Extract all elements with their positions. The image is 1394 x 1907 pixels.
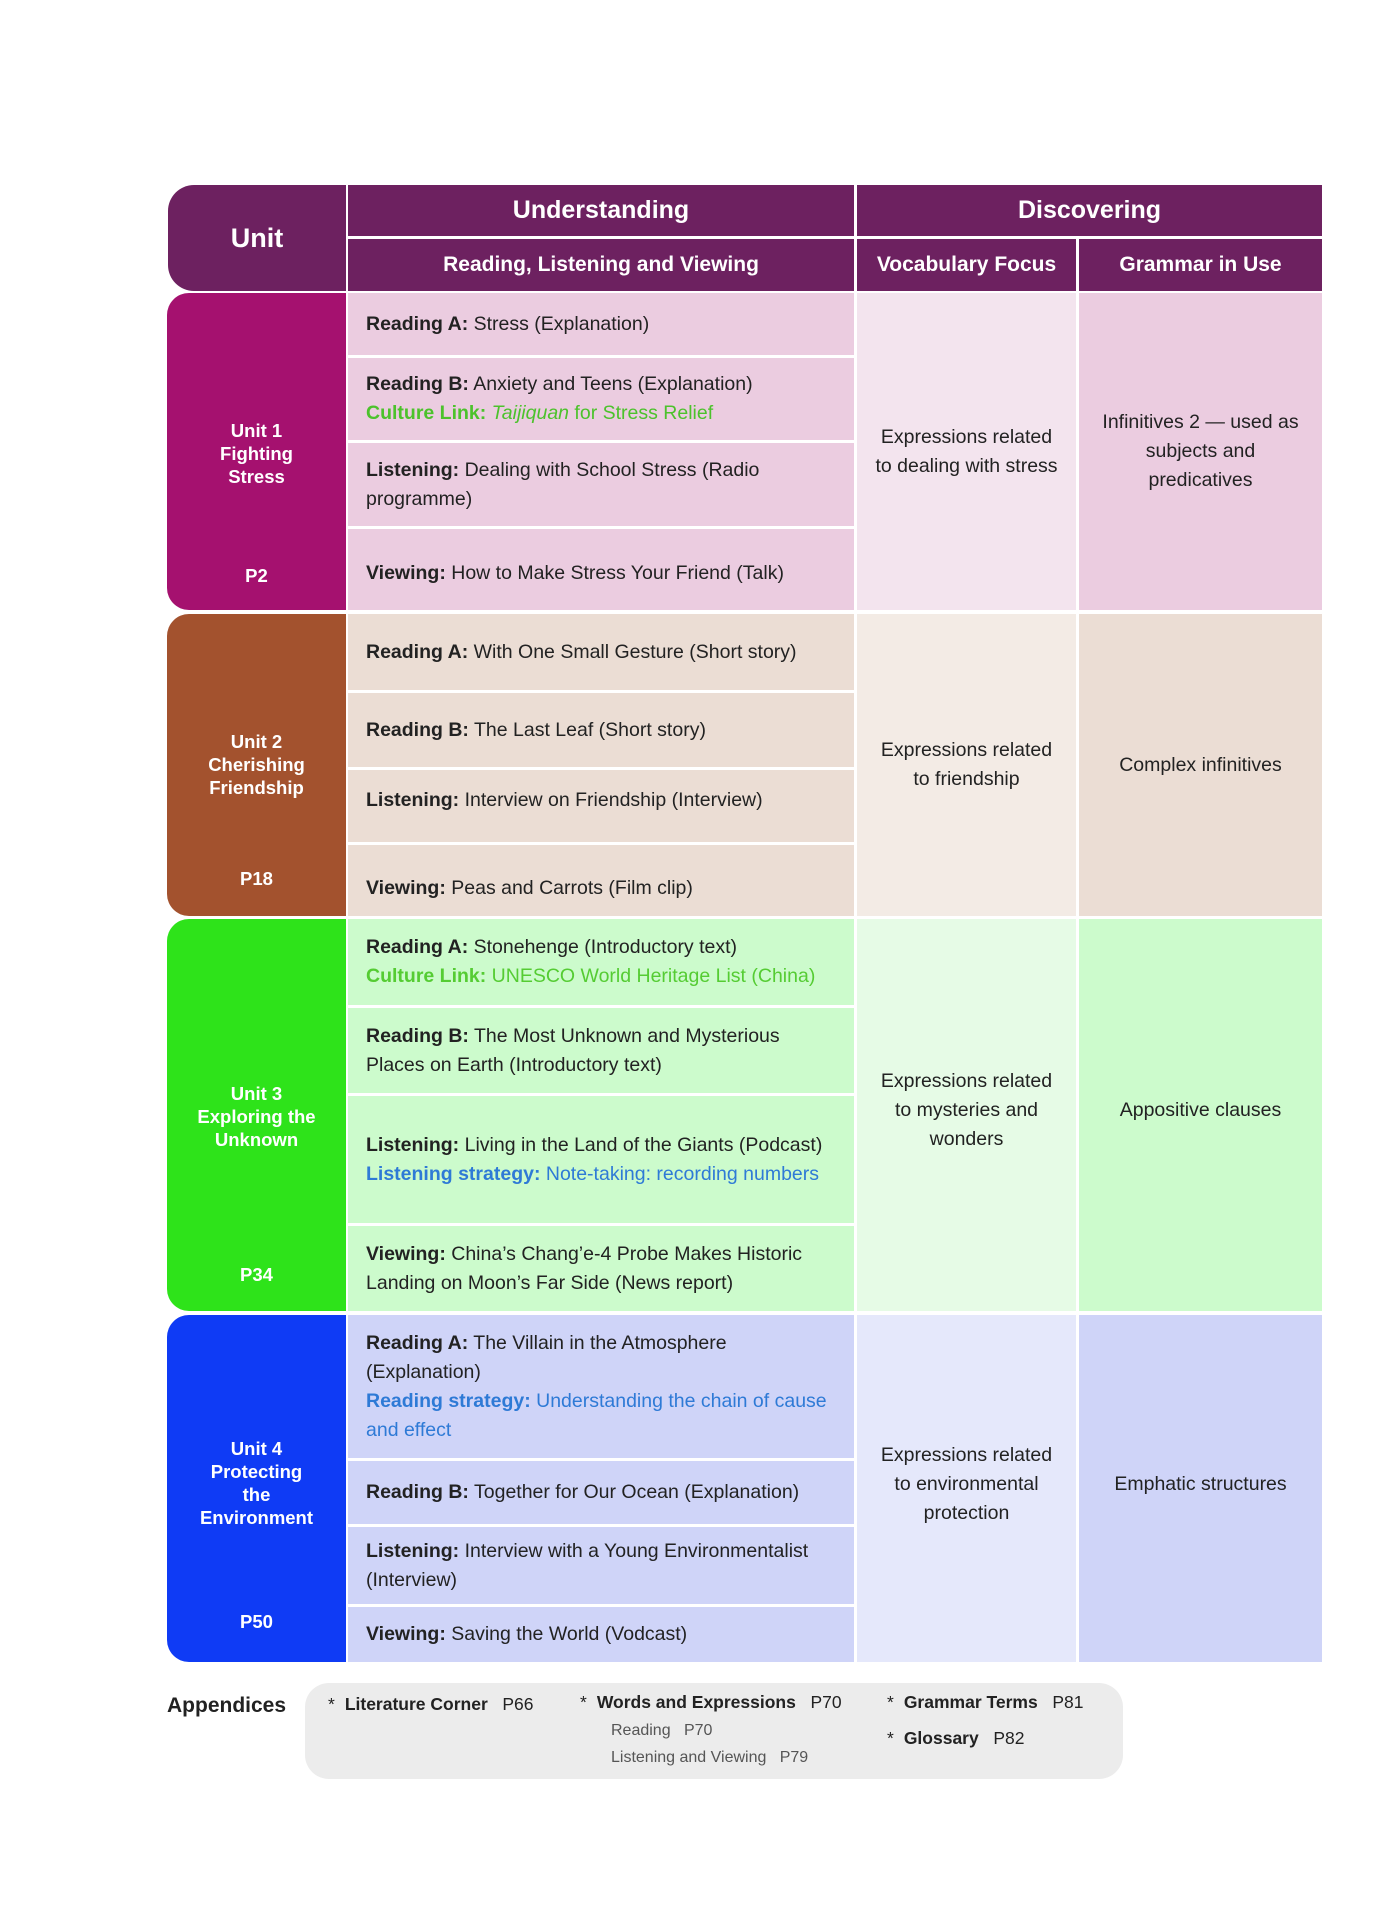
item-label: Reading B:	[366, 718, 469, 741]
appendix-sub-page: P79	[779, 1749, 809, 1766]
appendix-page: P66	[502, 1694, 534, 1714]
culture-link-text: UNESCO World Heritage List (China)	[486, 965, 816, 987]
vocab-text: Expressions related to friendship	[880, 739, 1053, 790]
unit-1-number: Unit 1	[230, 420, 283, 441]
unit-3-reading-a	[348, 919, 854, 1005]
culture-link-italic: Taijiquan	[491, 402, 570, 424]
grammar-text: Emphatic structures	[1114, 1473, 1287, 1495]
header-discovering-label: Discovering	[1017, 196, 1162, 224]
unit-4-listening	[348, 1527, 854, 1604]
item-text: Anxiety and Teens (Explanation)	[473, 373, 753, 395]
item-label: Reading A:	[366, 1331, 469, 1354]
appendix-page: P81	[1052, 1692, 1084, 1712]
unit-2-title-line1: Cherishing	[208, 754, 305, 775]
unit-4-viewing	[348, 1607, 854, 1662]
unit-1-viewing	[348, 529, 854, 610]
unit-4-title-line1: Protecting	[210, 1461, 303, 1482]
vocab-text: Expressions related to mysteries and wonders	[880, 1069, 1053, 1150]
unit-4-cell	[167, 1315, 346, 1662]
item-text: Living in the Land of the Giants (Podcast)	[464, 1133, 823, 1156]
unit-3-vocab	[857, 919, 1076, 1311]
item-label: Viewing:	[366, 877, 446, 899]
bullet-icon: *	[887, 1728, 894, 1748]
unit-2-number: Unit 2	[230, 731, 283, 752]
header-rlv	[348, 239, 854, 291]
culture-link-label: Culture Link:	[366, 965, 487, 987]
unit-2-listening	[348, 770, 854, 842]
strategy-text: Note-taking: recording numbers	[540, 1162, 820, 1185]
unit-1-title-line2: Stress	[228, 466, 285, 487]
appendix-label: Literature Corner	[344, 1694, 488, 1714]
strategy-label: Listening strategy:	[366, 1162, 541, 1185]
unit-1-reading-b	[348, 358, 854, 440]
unit-4-vocab	[857, 1315, 1076, 1662]
item-label: Listening:	[366, 458, 460, 481]
unit-4-number: Unit 4	[230, 1438, 283, 1459]
unit-2-grammar	[1079, 614, 1322, 916]
item-label: Viewing:	[366, 1623, 446, 1645]
item-label: Listening:	[366, 1539, 460, 1562]
appendix-glossary[interactable]	[887, 1728, 1024, 1749]
appendix-sub-label: Reading	[611, 1722, 671, 1739]
culture-link-text: for Stress Relief	[569, 402, 714, 424]
unit-4-page: P50	[240, 1611, 273, 1632]
appendix-page: P70	[810, 1692, 842, 1712]
header-discovering	[857, 185, 1322, 236]
unit-2-viewing	[348, 845, 854, 916]
appendix-sub-page: P70	[683, 1722, 713, 1739]
appendix-sub-listening-viewing[interactable]	[611, 1749, 808, 1767]
item-text: Dealing with School Stress (Radio programme)	[366, 458, 760, 510]
header-unit	[168, 185, 346, 291]
unit-1-listening	[348, 443, 854, 526]
item-label: Reading A:	[366, 640, 469, 663]
appendix-sub-label: Listening and Viewing	[611, 1749, 767, 1766]
unit-3-number: Unit 3	[230, 1083, 283, 1104]
grammar-text: Appositive clauses	[1119, 1098, 1282, 1121]
unit-3-title-line1: Exploring the	[197, 1106, 316, 1127]
unit-4-grammar	[1079, 1315, 1322, 1662]
unit-4-reading-a	[348, 1315, 854, 1458]
appendices-title: Appendices	[167, 1694, 287, 1717]
item-label: Reading A:	[366, 936, 469, 958]
unit-1-title-line1: Fighting	[220, 443, 293, 464]
grammar-text: Complex infinitives	[1119, 753, 1282, 776]
item-text: Saving the World (Vodcast)	[451, 1623, 688, 1645]
unit-2-vocab	[857, 614, 1076, 916]
bullet-icon: *	[887, 1692, 894, 1712]
unit-1-vocab	[857, 293, 1076, 610]
appendix-grammar-terms[interactable]	[887, 1692, 1083, 1713]
item-text: Together for Our Ocean (Explanation)	[474, 1481, 800, 1503]
item-label: Listening:	[366, 788, 460, 811]
header-grammar-label: Grammar in Use	[1119, 253, 1282, 276]
item-text: China’s Chang’e-4 Probe Makes Historic Landing on Moon’s Far Side (News report)	[366, 1242, 803, 1294]
unit-2-title-line2: Friendship	[209, 777, 304, 798]
appendix-label: Grammar Terms	[903, 1692, 1038, 1712]
unit-1-page: P2	[245, 565, 268, 586]
strategy-text: Understanding the chain of cause and effect	[366, 1389, 827, 1441]
header-rlv-label: Reading, Listening and Viewing	[443, 253, 759, 276]
item-text: How to Make Stress Your Friend (Talk)	[451, 562, 784, 584]
item-text: The Last Leaf (Short story)	[474, 718, 706, 741]
header-unit-label: Unit	[230, 222, 284, 253]
item-label: Reading B:	[366, 1024, 469, 1047]
item-text: Interview with a Young Environmentalist (Interview)	[366, 1539, 809, 1591]
item-label: Listening:	[366, 1133, 460, 1156]
item-text: Stonehenge (Introductory text)	[473, 936, 738, 958]
header-understanding-label: Understanding	[512, 196, 690, 224]
culture-link-label: Culture Link:	[366, 402, 487, 424]
unit-1-reading-a	[348, 293, 854, 355]
item-text: With One Small Gesture (Short story)	[473, 640, 797, 663]
appendix-words-and-expressions[interactable]	[580, 1692, 842, 1713]
item-label: Viewing:	[366, 1242, 446, 1265]
item-label: Viewing:	[366, 562, 446, 584]
unit-2-page: P18	[240, 868, 273, 889]
unit-1-grammar	[1079, 293, 1322, 610]
unit-4-reading-b	[348, 1461, 854, 1524]
appendix-label: Glossary	[903, 1728, 979, 1748]
unit-3-listening	[348, 1096, 854, 1223]
unit-3-viewing	[348, 1226, 854, 1311]
vocab-text: Expressions related to environmental protection	[880, 1444, 1053, 1524]
unit-3-page: P34	[240, 1264, 273, 1285]
unit-3-cell	[167, 919, 346, 1311]
appendix-page: P82	[993, 1728, 1025, 1748]
header-understanding	[348, 185, 854, 236]
grammar-text: Infinitives 2 — used as subjects and predicatives	[1102, 411, 1299, 491]
unit-2-reading-b	[348, 693, 854, 767]
item-text: The Villain in the Atmosphere (Explanation)	[366, 1331, 727, 1383]
item-label: Reading A:	[366, 312, 469, 335]
bullet-icon: *	[328, 1694, 335, 1714]
bullet-icon: *	[580, 1692, 587, 1712]
item-text: Interview on Friendship (Interview)	[464, 788, 763, 811]
unit-4-title-line2: the	[242, 1484, 271, 1505]
header-vocab	[857, 239, 1076, 291]
vocab-text: Expressions related to dealing with stress	[875, 425, 1058, 477]
unit-1-cell	[167, 293, 346, 610]
item-label: Reading B:	[366, 373, 469, 395]
item-text: Stress (Explanation)	[473, 312, 650, 335]
unit-3-grammar	[1079, 919, 1322, 1311]
appendix-label: Words and Expressions	[596, 1692, 796, 1712]
header-vocab-label: Vocabulary Focus	[876, 253, 1057, 276]
strategy-label: Reading strategy:	[366, 1389, 531, 1412]
item-text: Peas and Carrots (Film clip)	[451, 877, 693, 899]
header-grammar	[1079, 239, 1322, 291]
unit-2-cell	[167, 614, 346, 916]
unit-3-title-line2: Unknown	[214, 1129, 299, 1150]
unit-4-title-line3: Environment	[199, 1507, 314, 1528]
item-label: Reading B:	[366, 1481, 469, 1503]
unit-2-reading-a	[348, 614, 854, 690]
appendix-sub-reading[interactable]	[611, 1722, 712, 1740]
unit-3-reading-b	[348, 1008, 854, 1093]
appendix-literature-corner[interactable]	[328, 1694, 534, 1715]
item-text: The Most Unknown and Mysterious Places on Earth (Introductory text)	[366, 1024, 780, 1076]
